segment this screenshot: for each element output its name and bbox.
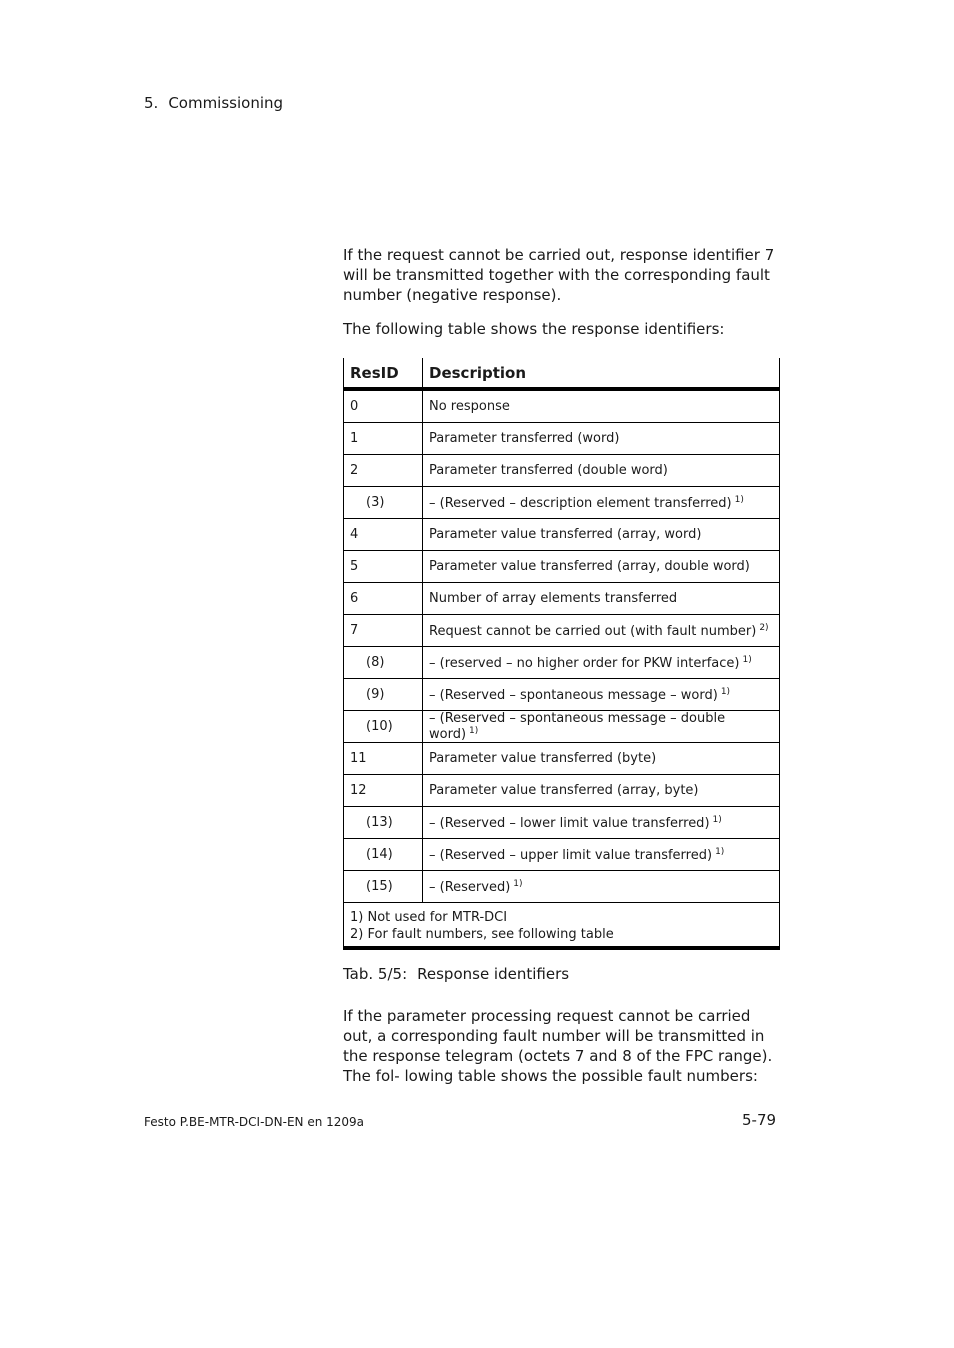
table-row <box>344 743 780 775</box>
description-text: Parameter value transferred (array, double word) <box>429 559 750 574</box>
description-text: – (Reserved – description element transferred) <box>429 495 732 511</box>
resid-cell: 1 <box>344 423 423 455</box>
table-row <box>344 807 780 839</box>
table-row <box>344 839 780 871</box>
resid-cell: 12 <box>344 775 423 807</box>
resid-cell: (15) <box>344 871 423 903</box>
description-text: Parameter value transferred (byte) <box>429 751 657 766</box>
footnotes-row <box>344 903 780 949</box>
description-cell <box>423 519 780 551</box>
footnote-2: 2) For fault numbers, see following table <box>350 927 614 942</box>
description-text: Parameter transferred (word) <box>429 431 620 446</box>
description-text: Request cannot be carried out (with fault number) <box>429 623 757 639</box>
table-row <box>344 583 780 615</box>
table-row <box>344 679 780 711</box>
description-text: – (Reserved) <box>429 879 511 895</box>
resid-cell: (13) <box>344 807 423 839</box>
description-text: Parameter value transferred (array, word) <box>429 527 702 542</box>
table-row <box>344 647 780 679</box>
description-cell <box>423 807 780 839</box>
description-text: – (Reserved – spontaneous message – word) <box>429 687 718 703</box>
resid-cell: (14) <box>344 839 423 871</box>
footnote-marker: 2) <box>759 622 769 633</box>
footnote-marker: 1) <box>720 686 731 697</box>
description-cell <box>423 487 780 519</box>
section-header <box>144 94 283 112</box>
table-row <box>344 423 780 455</box>
table-row <box>344 487 780 519</box>
footnote-marker: 1) <box>734 494 744 505</box>
column-header-description: Description <box>423 358 780 389</box>
resid-cell: 0 <box>344 389 423 423</box>
footer-page-number: 5-79 <box>742 1111 777 1129</box>
table-row <box>344 519 780 551</box>
footnote-marker: 1) <box>742 654 752 665</box>
footer-document-id: Festo P.BE-MTR-DCI-DN-EN en 1209a <box>144 1115 365 1129</box>
caption-text: Response identifiers <box>417 965 570 983</box>
intro-paragraph: If the request cannot be carried out, response identifier 7 will be transmitted together with the corresponding fault number (negative response). <box>343 246 775 304</box>
description-text: – (Reserved – lower limit value transferred) <box>429 815 710 831</box>
fault-number-paragraph: If the parameter processing request cannot be carried out, a corresponding fault number will be transmitted in the response telegram (octets 7 and 8 of the FPC range). The fol- lowing table shows the possible fault numbers: <box>343 1007 773 1085</box>
table-row <box>344 775 780 807</box>
table-row <box>344 551 780 583</box>
resid-cell: 2 <box>344 455 423 487</box>
footnote-marker: 1) <box>513 878 523 889</box>
description-cell <box>423 871 780 903</box>
description-text: Number of array elements transferred <box>429 591 678 606</box>
caption-label: Tab. 5/5: <box>343 965 408 983</box>
description-cell <box>423 743 780 775</box>
description-text: Parameter transferred (double word) <box>429 463 668 478</box>
description-text: – (Reserved – spontaneous message – double word) <box>429 711 726 742</box>
description-cell <box>423 839 780 871</box>
resid-cell: 11 <box>344 743 423 775</box>
description-cell <box>423 615 780 647</box>
description-text: No response <box>429 399 510 414</box>
footnote-marker: 1) <box>469 726 479 736</box>
description-cell <box>423 389 780 423</box>
table-row <box>344 615 780 647</box>
table-row <box>344 455 780 487</box>
description-text: – (reserved – no higher order for PKW interface) <box>429 655 740 671</box>
table-caption <box>343 965 569 983</box>
footnote-marker: 1) <box>712 814 722 825</box>
description-cell <box>423 455 780 487</box>
resid-cell: (3) <box>344 487 423 519</box>
footnotes-cell <box>344 903 780 949</box>
table-row <box>344 871 780 903</box>
resid-cell: (9) <box>344 679 423 711</box>
description-cell <box>423 583 780 615</box>
section-number: 5. <box>144 94 159 112</box>
footnote-marker: 1) <box>715 846 725 857</box>
column-header-resid: ResID <box>344 358 423 389</box>
footnote-1: 1) Not used for MTR-DCI <box>350 910 508 925</box>
description-cell <box>423 775 780 807</box>
resid-cell: 7 <box>344 615 423 647</box>
resid-cell: 6 <box>344 583 423 615</box>
table-row <box>344 711 780 743</box>
description-cell <box>423 711 780 743</box>
table-intro-paragraph: The following table shows the response identifiers: <box>343 320 725 338</box>
response-identifier-table <box>343 358 780 950</box>
resid-cell: (10) <box>344 711 423 743</box>
resid-cell: 5 <box>344 551 423 583</box>
description-cell <box>423 679 780 711</box>
description-cell <box>423 551 780 583</box>
section-title: Commissioning <box>168 94 284 112</box>
description-text: – (Reserved – upper limit value transferred) <box>429 847 713 863</box>
resid-cell: (8) <box>344 647 423 679</box>
description-text: Parameter value transferred (array, byte) <box>429 783 699 798</box>
table-header-row <box>344 358 780 389</box>
description-cell <box>423 647 780 679</box>
resid-cell: 4 <box>344 519 423 551</box>
description-cell <box>423 423 780 455</box>
table-row <box>344 389 780 423</box>
